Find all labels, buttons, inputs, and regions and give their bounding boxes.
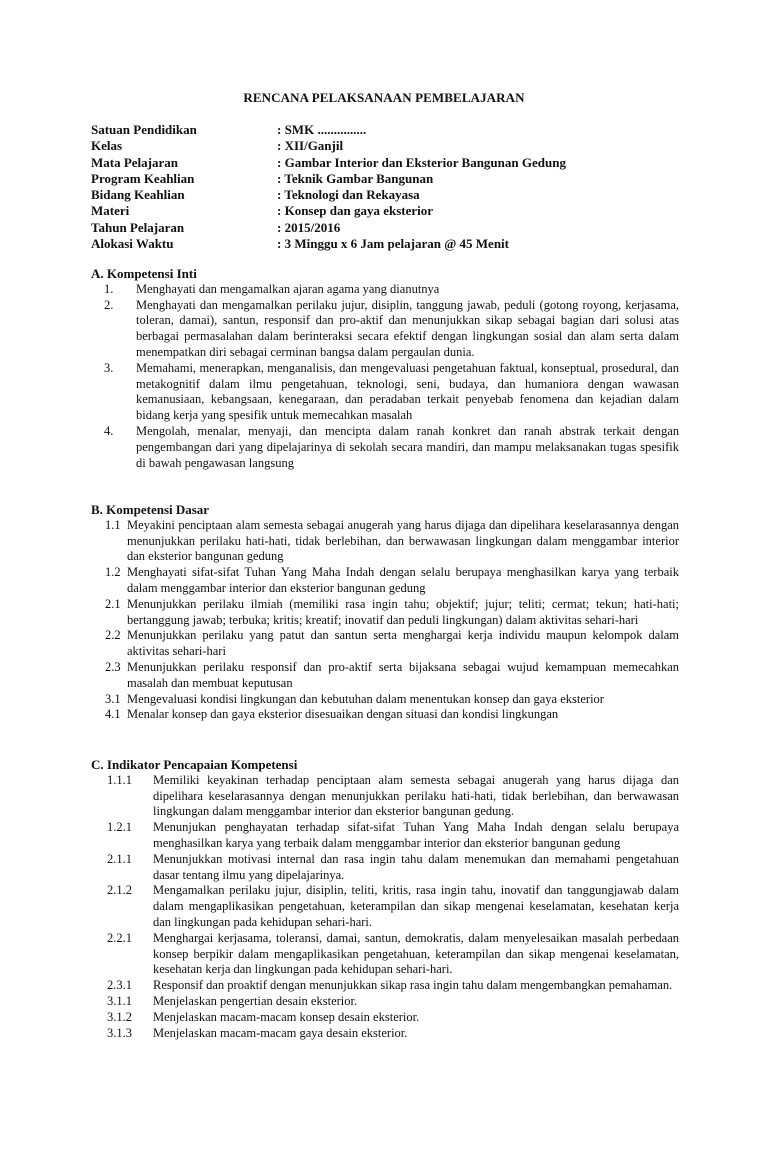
section-heading: B. Kompetensi Dasar <box>91 502 210 517</box>
item-number: 4. <box>104 423 114 438</box>
item-number: 2.2.1 <box>107 930 132 945</box>
list-item <box>91 883 679 930</box>
list-item <box>91 692 679 708</box>
item-text: Menunjukkan perilaku ilmiah (memiliki rasa ingin tahu; objektif; jujur; teliti; cermat; tekun; hati-hati; bertanggung jawab; terbuka; kritis; kreatif; inovatif dan peduli lingkungan) dalam aktivitas sehari-hari <box>127 596 679 627</box>
item-number: 3.1.3 <box>107 1025 132 1040</box>
item-number: 4.1 <box>105 707 121 722</box>
list-item <box>91 820 679 852</box>
section-heading: A. Kompetensi Inti <box>91 266 197 281</box>
item-number: 1. <box>104 281 114 296</box>
info-label: Mata Pelajaran <box>91 154 179 170</box>
section-kompetensi-inti <box>91 266 679 471</box>
item-text: Menghayati dan mengamalkan perilaku jujur, disiplin, tanggung jawab, peduli (gotong royong, kerjasama, toleran, damai), santun, responsif dan pro-aktif dan menunjukkan sikap sebagai bagian dari solusi atas berbagai permasalahan dalam berinteraksi secara efektif dengan lingkungan sosial dan alam serta dalam menempatkan diri sebagai cerminan bangsa dalam pergaulan dunia. <box>136 297 679 359</box>
item-text: Menghayati sifat-sifat Tuhan Yang Maha Indah dengan selalu berupaya menghasilkan karya yang terbaik dalam menggambar interior dan eksterior bangunan gedung <box>127 565 679 595</box>
info-row-mata-pelajaran <box>91 155 691 171</box>
list-item <box>91 628 679 660</box>
info-value: : Teknologi dan Rekayasa <box>277 187 420 203</box>
item-number: 1.2 <box>105 565 121 580</box>
item-text: Menghayati dan mengamalkan ajaran agama yang dianutnya <box>136 281 440 296</box>
item-text: Menunjukkan motivasi internal dan rasa ingin tahu dalam menemukan dan memahami pengetahuan dasar tentang ilmu yang dipelajarinya. <box>153 851 679 882</box>
item-number: 2.1.2 <box>107 883 132 898</box>
section-kompetensi-dasar <box>91 502 679 723</box>
info-label: Bidang Keahlian <box>91 187 185 203</box>
info-label: Program Keahlian <box>91 170 195 186</box>
info-row-bidang-keahlian <box>91 187 691 203</box>
document-title: RENCANA PELAKSANAAN PEMBELAJARAN <box>243 90 525 105</box>
info-value: : Konsep dan gaya eksterior <box>277 203 433 219</box>
item-text: Memiliki keyakinan terhadap penciptaan alam semesta sebagai anugerah yang harus dijaga dan dipelihara keselarasannya dengan menunjukkan perilaku hati-hati, tidak berlebihan, dan berwawasan lingkungan dalam menggambar interior dan eksterior bangunan gedung. <box>153 772 679 819</box>
info-value: : XII/Ganjil <box>277 138 344 154</box>
info-row-program-keahlian <box>91 171 691 187</box>
item-number: 2. <box>104 297 114 312</box>
info-value: : SMK ............... <box>277 122 367 137</box>
list-item <box>91 518 679 565</box>
info-row-tahun-pelajaran <box>91 220 691 236</box>
section-indikator <box>91 757 679 1041</box>
list-item <box>91 707 679 723</box>
item-text: Menjelaskan pengertian desain eksterior. <box>153 993 358 1008</box>
info-value: : Teknik Gambar Bangunan <box>277 170 434 186</box>
item-text: Menghargai kerjasama, toleransi, damai, santun, demokratis, dalam menyelesaikan masalah perbedaan konsep berpikir dalam mengaplikasikan pengetahuan, keterampilan dan sikap mengenai keselamatan, kesehatan kerja dan lingkungan pada kehidupan sehari-hari. <box>153 930 679 977</box>
info-row-kelas <box>91 138 691 154</box>
info-label: Satuan Pendidikan <box>91 122 197 137</box>
item-text: Mengolah, menalar, menyaji, dan mencipta dalam ranah konkret dan ranah abstrak terkait dengan pengembangan dari yang dipelajarinya di sekolah secara mandiri, dan mampu melaksanakan tugas spesifik di bawah pengawasan langsung <box>136 423 679 470</box>
list-item <box>91 931 679 978</box>
info-value: : Gambar Interior dan Eksterior Bangunan Gedung <box>277 154 566 170</box>
item-text: Menunjukan penghayatan terhadap sifat-sifat Tuhan Yang Maha Indah dengan selalu berupaya menghasilkan karya yang terbaik dalam menggambar interior dan eksterior bangunan gedung <box>153 820 679 850</box>
list-item <box>91 298 679 361</box>
item-text: Menunjukkan perilaku yang patut dan santun serta menghargai kerja individu maupun kelompok dalam aktivitas sehari-hari <box>127 628 679 659</box>
list-item <box>91 361 679 424</box>
item-number: 3. <box>104 360 114 375</box>
item-number: 2.3.1 <box>107 978 132 993</box>
info-label: Alokasi Waktu <box>91 236 174 252</box>
item-number: 3.1 <box>105 691 121 706</box>
item-number: 1.1 <box>105 517 121 532</box>
identity-table <box>91 122 691 252</box>
item-text: Menalar konsep dan gaya eksterior disesuaikan dengan situasi dan kondisi lingkungan <box>127 707 559 722</box>
info-value: : 3 Minggu x 6 Jam pelajaran @ 45 Menit <box>277 236 509 252</box>
item-text: Memahami, menerapkan, menganalisis, dan mengevaluasi pengetahuan faktual, konseptual, prosedural, dan metakognitif dalam ilmu pengetahuan, teknologi, seni, budaya, dan humaniora dengan wawasan kemanusiaan, kebangsaan, kenegaraan, dan peradaban terkait penyebab fenomena dan kejadian dalam bidang kerja yang spesifik untuk memecahkan masalah <box>136 360 679 423</box>
item-text: Mengamalkan perilaku jujur, disiplin, teliti, kritis, rasa ingin tahu, inovatif dan tanggungjawab dalam dalam mengaplikasikan pengetahuan, keterampilan dan sikap mengenai keselamatan, kesehatan kerja dan lingkungan pada kehidupan sehari-hari. <box>153 883 679 929</box>
list-item <box>91 424 679 471</box>
list-item <box>91 1010 679 1026</box>
list-item <box>91 978 679 994</box>
item-number: 3.1.1 <box>107 993 132 1008</box>
item-text: Menjelaskan macam-macam gaya desain eksterior. <box>153 1025 408 1040</box>
item-number: 2.1 <box>105 596 121 611</box>
info-value: : 2015/2016 <box>277 219 341 235</box>
item-text: Meyakini penciptaan alam semesta sebagai anugerah yang harus dijaga dan dipelihara keselarasannya dengan menunjukkan perilaku hati-hati, tidak berlebihan, dan berwawasan lingkungan dalam menggambar interior dan eksterior bangunan gedung <box>127 517 679 564</box>
list-item <box>91 773 679 820</box>
info-label: Kelas <box>91 138 123 154</box>
item-number: 1.2.1 <box>107 820 132 835</box>
item-number: 2.2 <box>105 628 121 643</box>
list-item <box>91 282 679 298</box>
item-text: Mengevaluasi kondisi lingkungan dan kebutuhan dalam menentukan konsep dan gaya eksterior <box>127 691 604 706</box>
info-row-materi <box>91 203 691 219</box>
info-row-satuan-pendidikan <box>91 122 691 138</box>
list-item <box>91 597 679 629</box>
item-text: Responsif dan proaktif dengan menunjukkan sikap rasa ingin tahu dalam mengembangkan pemahaman. <box>153 978 673 993</box>
item-text: Menunjukkan perilaku responsif dan pro-aktif serta bijaksana sebagai wujud kemampuan memecahkan masalah dan membuat keputusan <box>127 659 679 690</box>
list-item <box>91 852 679 884</box>
list-item <box>91 660 679 692</box>
item-text: Menjelaskan macam-macam konsep desain eksterior. <box>153 1009 420 1024</box>
item-number: 2.3 <box>105 659 121 674</box>
list-item <box>91 565 679 597</box>
info-label: Materi <box>91 203 130 219</box>
info-row-alokasi-waktu <box>91 236 691 252</box>
section-heading: C. Indikator Pencapaian Kompetensi <box>91 757 298 772</box>
item-number: 1.1.1 <box>107 772 132 787</box>
info-label: Tahun Pelajaran <box>91 219 185 235</box>
list-item <box>91 1026 679 1042</box>
list-item <box>91 994 679 1010</box>
item-number: 3.1.2 <box>107 1009 132 1024</box>
item-number: 2.1.1 <box>107 851 132 866</box>
